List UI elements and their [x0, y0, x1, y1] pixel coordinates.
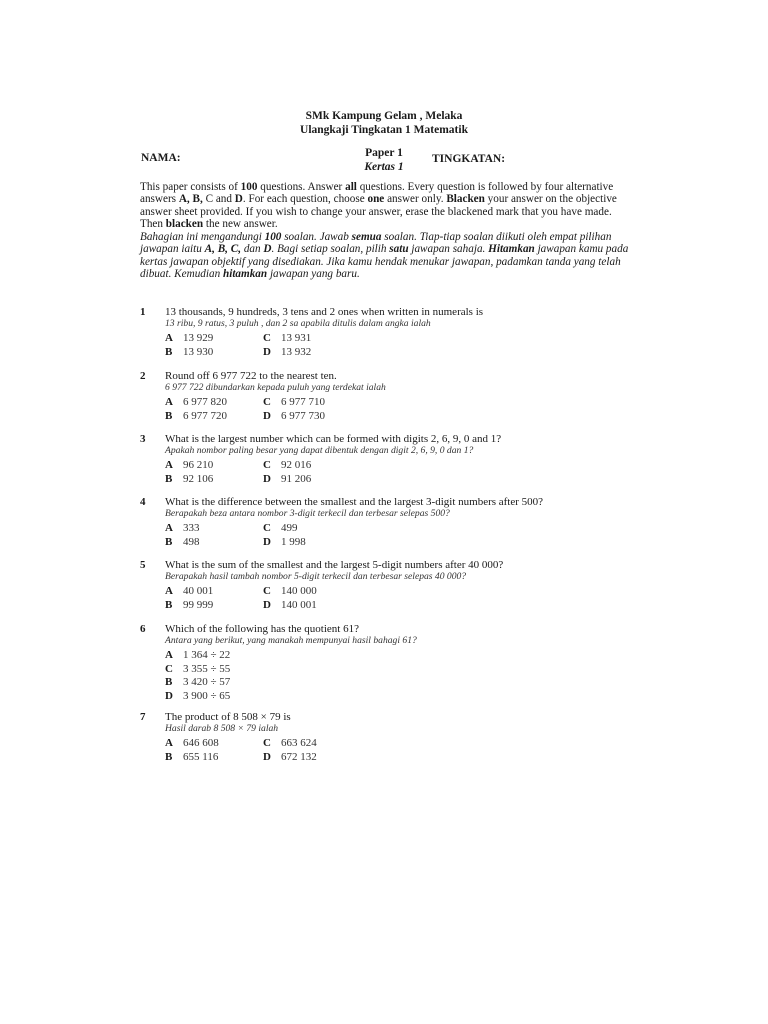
instruction-text: jawapan yang baru. [267, 268, 360, 281]
question-text-malay: Berapakah beza antara nombor 3-digit terkecil dan terbesar selepas 500? [165, 508, 450, 519]
instructions-malay [140, 231, 634, 281]
option-c [263, 396, 325, 408]
option-value: 96 210 [183, 459, 214, 471]
option-value: 499 [281, 522, 298, 534]
question-text: What is the sum of the smallest and the largest 5-digit numbers after 40 000? [165, 559, 504, 571]
question-number: 3 [140, 433, 146, 445]
name-label: NAMA: [141, 152, 181, 164]
option-value: 91 206 [281, 473, 312, 485]
option-value: 6 977 710 [281, 396, 325, 408]
instruction-text: your answer on the objective answer sheet provided. If you wish to change your answer, erase the blackened mark that you have made. Then [140, 193, 617, 231]
instruction-emphasis: A, B, [178, 193, 203, 206]
question-text: Round off 6 977 722 to the nearest ten. [165, 370, 337, 382]
option-value: 92 016 [281, 459, 312, 471]
option-a [165, 585, 213, 597]
option-value: 1 998 [281, 536, 306, 548]
instruction-emphasis: Hitamkan [488, 243, 535, 256]
option-value: 663 624 [281, 737, 317, 749]
option-a [165, 332, 213, 344]
option-b [165, 410, 227, 422]
option-value: 6 977 720 [183, 410, 227, 422]
instruction-text: C and [202, 193, 235, 206]
option-value: 672 132 [281, 751, 317, 763]
option-letter: A [165, 649, 173, 661]
instruction-text: dan [241, 243, 264, 256]
option-letter: B [165, 599, 173, 611]
option-c [165, 663, 230, 675]
instruction-text: jawapan sahaja. [408, 243, 489, 256]
paper-label: Paper 1 [365, 147, 403, 159]
instruction-text: soalan. Tiap-tiap soalan diikuti oleh empat pilihan jawapan iaitu [140, 231, 612, 256]
option-letter: C [263, 737, 271, 749]
option-b [165, 676, 230, 688]
option-value: 140 000 [281, 585, 317, 597]
instruction-emphasis: semua [351, 231, 382, 243]
question-text: What is the largest number which can be formed with digits 2, 6, 9, 0 and 1? [165, 433, 502, 445]
question-text-malay: 6 977 722 dibundarkan kepada puluh yang terdekat ialah [165, 382, 386, 393]
instruction-text: soalan. Jawab [281, 231, 352, 243]
option-letter: D [165, 689, 173, 702]
option-value: 3 355 ÷ 55 [183, 662, 231, 675]
option-value: 6 977 820 [183, 396, 227, 408]
instruction-emphasis: Blacken [446, 193, 485, 206]
option-letter: A [165, 585, 173, 597]
option-letter: C [165, 662, 173, 675]
option-letter: A [165, 737, 173, 749]
instruction-text: Bahagian ini mengandungi [140, 231, 265, 243]
question-text-malay: Apakah nombor paling besar yang dapat dibentuk dengan digit 2, 6, 9, 0 dan 1? [165, 445, 474, 456]
kertas-label: Kertas 1 [364, 161, 404, 173]
option-letter: C [263, 396, 271, 408]
document-subtitle: Ulangkaji Tingkatan 1 Matematik [300, 124, 468, 136]
option-letter: D [263, 410, 271, 422]
question-number: 6 [140, 623, 146, 635]
option-value: 1 364 ÷ 22 [183, 649, 231, 661]
option-value: 3 420 ÷ 57 [183, 676, 231, 688]
question-text: What is the difference between the smallest and the largest 3-digit numbers after 500? [165, 496, 544, 508]
instruction-emphasis: hitamkan [222, 268, 268, 281]
instruction-emphasis: blacken [165, 218, 204, 231]
question-number: 1 [140, 306, 146, 318]
instruction-emphasis: 100 [240, 181, 258, 193]
option-letter: C [263, 585, 271, 597]
option-value: 13 930 [183, 346, 214, 358]
question-text: 13 thousands, 9 hundreds, 3 tens and 2 ones when written in numerals is [165, 306, 484, 318]
option-a [165, 522, 200, 534]
option-letter: C [263, 522, 271, 534]
option-value: 40 001 [183, 585, 214, 597]
instruction-emphasis: D [263, 243, 272, 256]
option-c [263, 332, 311, 344]
option-value: 99 999 [183, 599, 214, 611]
option-c [263, 737, 317, 749]
option-letter: A [165, 522, 173, 534]
instruction-text: jawapan kamu pada kertas jawapan objektif yang disediakan. Jika kamu hendak menukar jawapan, padamkan tanda yang telah dibuat. Kemudian [140, 243, 629, 281]
option-letter: D [263, 346, 271, 358]
question-text: Which of the following has the quotient 61? [165, 623, 359, 635]
option-value: 13 932 [281, 346, 312, 358]
option-b [165, 536, 200, 548]
question-text-malay: Hasil darab 8 508 × 79 ialah [165, 723, 279, 734]
question-number: 4 [140, 496, 146, 508]
option-letter: A [165, 332, 173, 344]
option-d [165, 690, 230, 702]
question-number: 5 [140, 559, 146, 571]
option-d [263, 599, 317, 611]
instruction-emphasis: A, B, C, [204, 243, 242, 256]
option-d [263, 346, 311, 358]
option-letter: B [165, 410, 173, 422]
question-text-malay: Antara yang berikut, yang manakah mempunyai hasil bahagi 61? [165, 635, 417, 646]
school-name: SMk Kampung Gelam , Melaka [305, 110, 463, 122]
option-value: 333 [183, 522, 200, 534]
instruction-emphasis: satu [389, 243, 409, 256]
instruction-emphasis: D [234, 193, 243, 206]
option-value: 646 608 [183, 737, 219, 749]
option-b [165, 346, 213, 358]
option-a [165, 649, 230, 661]
instruction-emphasis: one [367, 193, 385, 206]
option-value: 13 929 [183, 332, 214, 344]
option-value: 13 931 [281, 332, 312, 344]
instruction-text: . For each question, choose [242, 193, 368, 206]
question-number: 7 [140, 711, 146, 723]
option-letter: C [263, 332, 271, 344]
option-d [263, 751, 317, 763]
option-letter: B [165, 751, 173, 763]
option-letter: B [165, 676, 173, 688]
option-b [165, 473, 213, 485]
option-letter: D [263, 536, 271, 548]
option-letter: A [165, 459, 173, 471]
option-letter: D [263, 599, 271, 611]
instructions-english [140, 181, 634, 231]
option-d [263, 473, 311, 485]
option-value: 140 001 [281, 599, 317, 611]
instruction-text: the new answer. [203, 218, 278, 231]
option-letter: B [165, 473, 173, 485]
option-a [165, 459, 213, 471]
option-d [263, 536, 306, 548]
instruction-text: questions. Every question is followed by four alternative answers [140, 181, 614, 206]
option-value: 498 [183, 536, 200, 548]
option-letter: B [165, 346, 173, 358]
instruction-emphasis: all [345, 181, 357, 193]
instruction-text: answer only. [384, 193, 447, 206]
question-text: The product of 8 508 × 79 is [165, 711, 291, 723]
option-letter: D [263, 751, 271, 763]
option-d [263, 410, 325, 422]
option-letter: C [263, 459, 271, 471]
question-number: 2 [140, 370, 146, 382]
option-b [165, 751, 218, 763]
instruction-text: This paper consists of [140, 181, 241, 193]
option-b [165, 599, 213, 611]
option-letter: D [263, 473, 271, 485]
option-value: 6 977 730 [281, 410, 325, 422]
form-label: TINGKATAN: [432, 153, 506, 165]
option-value: 655 116 [183, 751, 219, 763]
option-a [165, 396, 227, 408]
instruction-text: questions. Answer [257, 181, 346, 193]
option-letter: A [165, 396, 173, 408]
instruction-emphasis: 100 [264, 231, 282, 243]
instruction-text: . Bagi setiap soalan, pilih [271, 243, 390, 256]
option-c [263, 459, 311, 471]
option-value: 3 900 ÷ 65 [183, 689, 231, 702]
option-c [263, 585, 317, 597]
option-letter: B [165, 536, 173, 548]
question-text-malay: 13 ribu, 9 ratus, 3 puluh , dan 2 sa apabila ditulis dalam angka ialah [165, 318, 431, 329]
question-text-malay: Berapakah hasil tambah nombor 5-digit terkecil dan terbesar selepas 40 000? [165, 571, 467, 582]
option-value: 92 106 [183, 473, 214, 485]
option-a [165, 737, 219, 749]
option-c [263, 522, 298, 534]
